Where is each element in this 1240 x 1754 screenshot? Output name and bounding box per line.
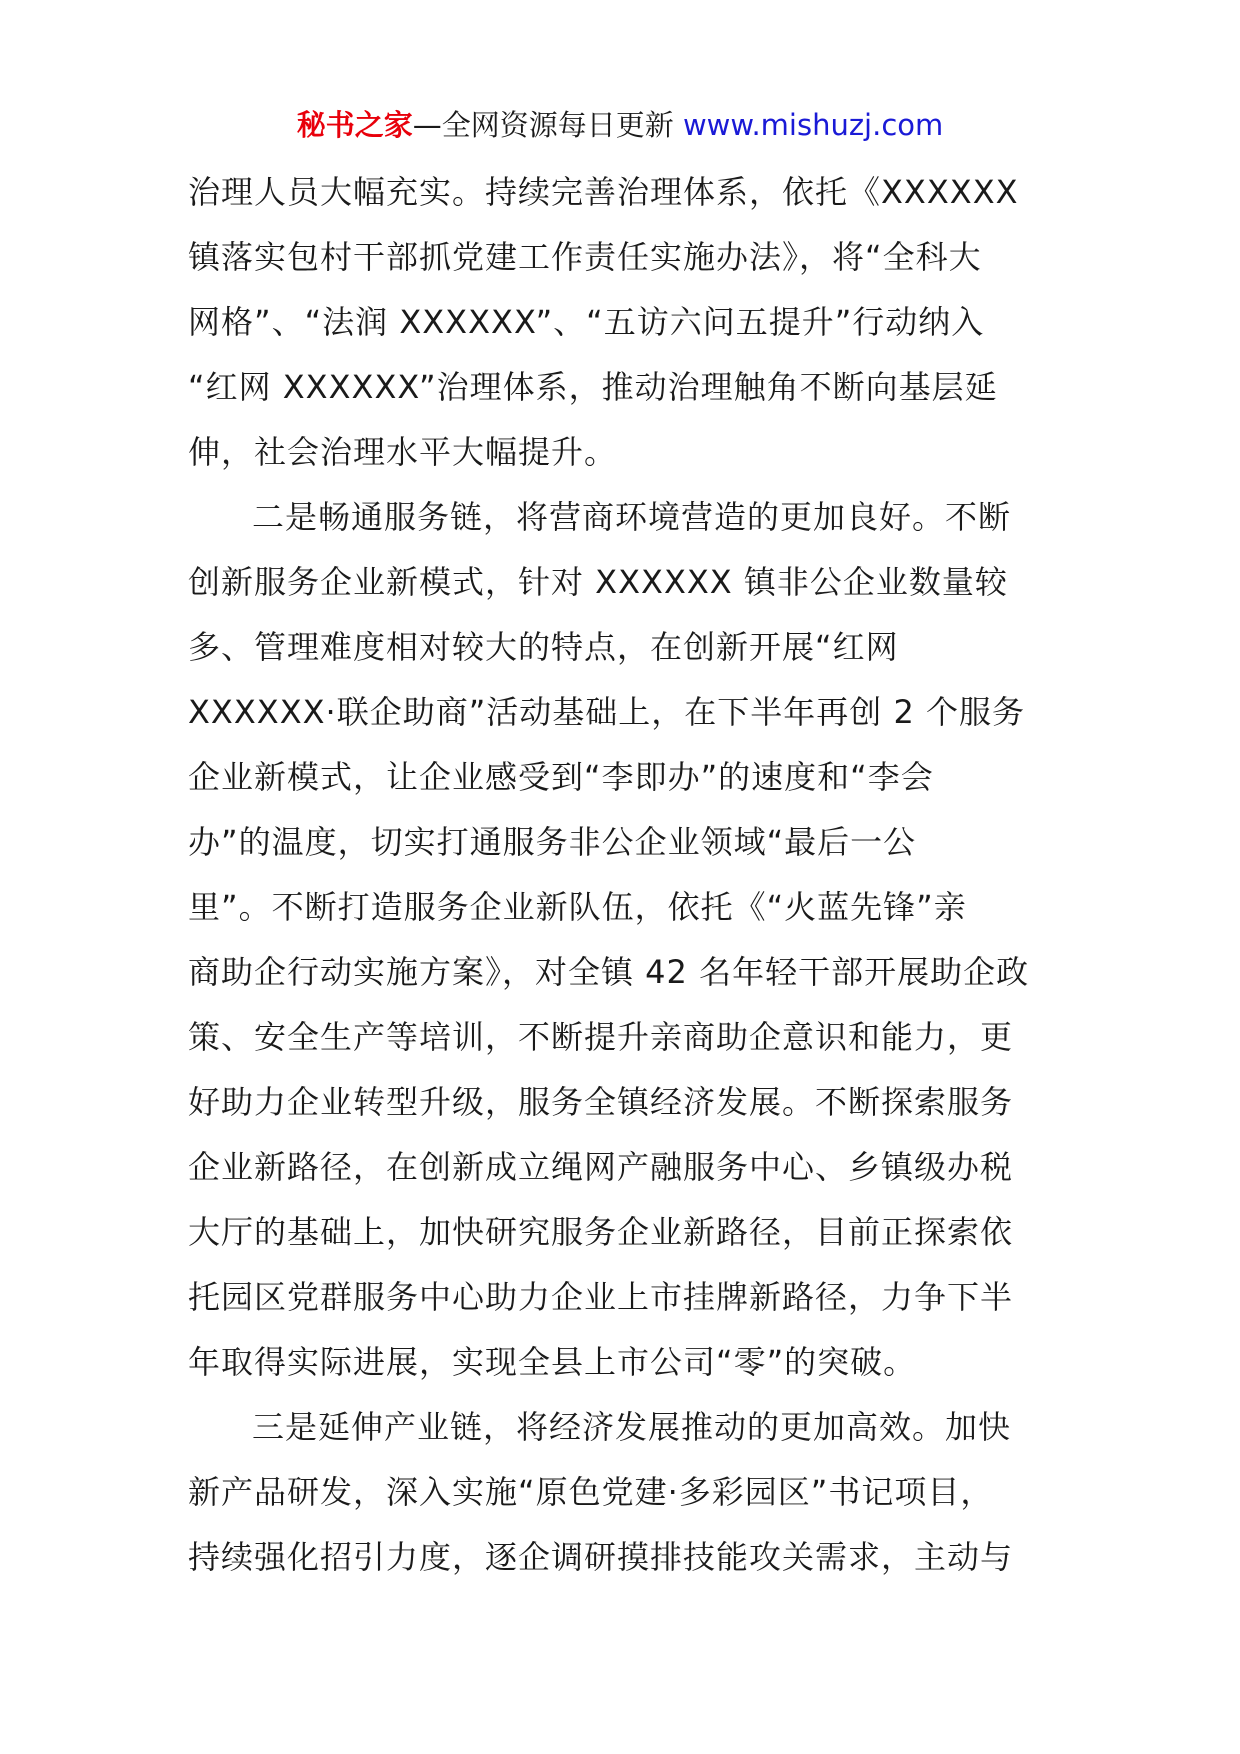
text-line: 年取得实际进展，实现全县上市公司“零”的突破。 — [188, 1343, 917, 1381]
document-body — [188, 160, 1054, 1590]
text-line: 网格”、“法润 XXXXXX”、“五访六问五提升”行动纳入 — [188, 303, 985, 341]
header-tagline: —全网资源每日更新 — [412, 108, 674, 142]
text-line: 商助企行动实施方案》，对全镇 42 名年轻干部开展助企政 — [188, 953, 1030, 991]
text-line: 伸，社会治理水平大幅提升。 — [188, 433, 618, 471]
text-line: 大厅的基础上，加快研究服务企业新路径，目前正探索依 — [188, 1213, 1014, 1251]
text-line: 镇落实包村干部抓党建工作责任实施办法》，将“全科大 — [188, 238, 982, 276]
site-url-link[interactable]: www.mishuzj.com — [682, 108, 944, 142]
text-line: “红网 XXXXXX”治理体系，推动治理触角不断向基层延 — [188, 368, 998, 406]
text-line: 治理人员大幅充实。持续完善治理体系，依托《XXXXXX — [188, 173, 1019, 211]
brand-name: 秘书之家 — [296, 108, 413, 142]
text-line: 企业新模式，让企业感受到“李即办”的速度和“李会 — [188, 758, 934, 796]
text-line: 里”。不断打造服务企业新队伍，依托《“火蓝先锋”亲 — [188, 888, 967, 926]
text-line: 好助力企业转型升级，服务全镇经济发展。不断探索服务 — [188, 1083, 1014, 1121]
paragraph-start-line: 二是畅通服务链，将营商环境营造的更加良好。不断 — [252, 498, 1012, 536]
text-line: 企业新路径，在创新成立绳网产融服务中心、乡镇级办税 — [188, 1148, 1014, 1186]
paragraph-start-line: 三是延伸产业链，将经济发展推动的更加高效。加快 — [252, 1408, 1012, 1446]
site-header — [0, 103, 1240, 147]
text-line: 多、管理难度相对较大的特点，在创新开展“红网 — [188, 628, 899, 666]
text-line: 持续强化招引力度，逐企调研摸排技能攻关需求，主动与 — [188, 1538, 1014, 1576]
text-line: 办”的温度，切实打通服务非公企业领域“最后一公 — [188, 823, 917, 861]
text-line: 创新服务企业新模式，针对 XXXXXX 镇非公企业数量较 — [188, 563, 1008, 601]
text-line: 托园区党群服务中心助力企业上市挂牌新路径，力争下半 — [188, 1278, 1014, 1316]
text-line: 新产品研发，深入实施“原色党建·多彩园区”书记项目， — [188, 1473, 994, 1511]
text-line: 策、安全生产等培训，不断提升亲商助企意识和能力，更 — [188, 1018, 1014, 1056]
text-line: XXXXXX·联企助商”活动基础上，在下半年再创 2 个服务 — [188, 693, 1025, 731]
